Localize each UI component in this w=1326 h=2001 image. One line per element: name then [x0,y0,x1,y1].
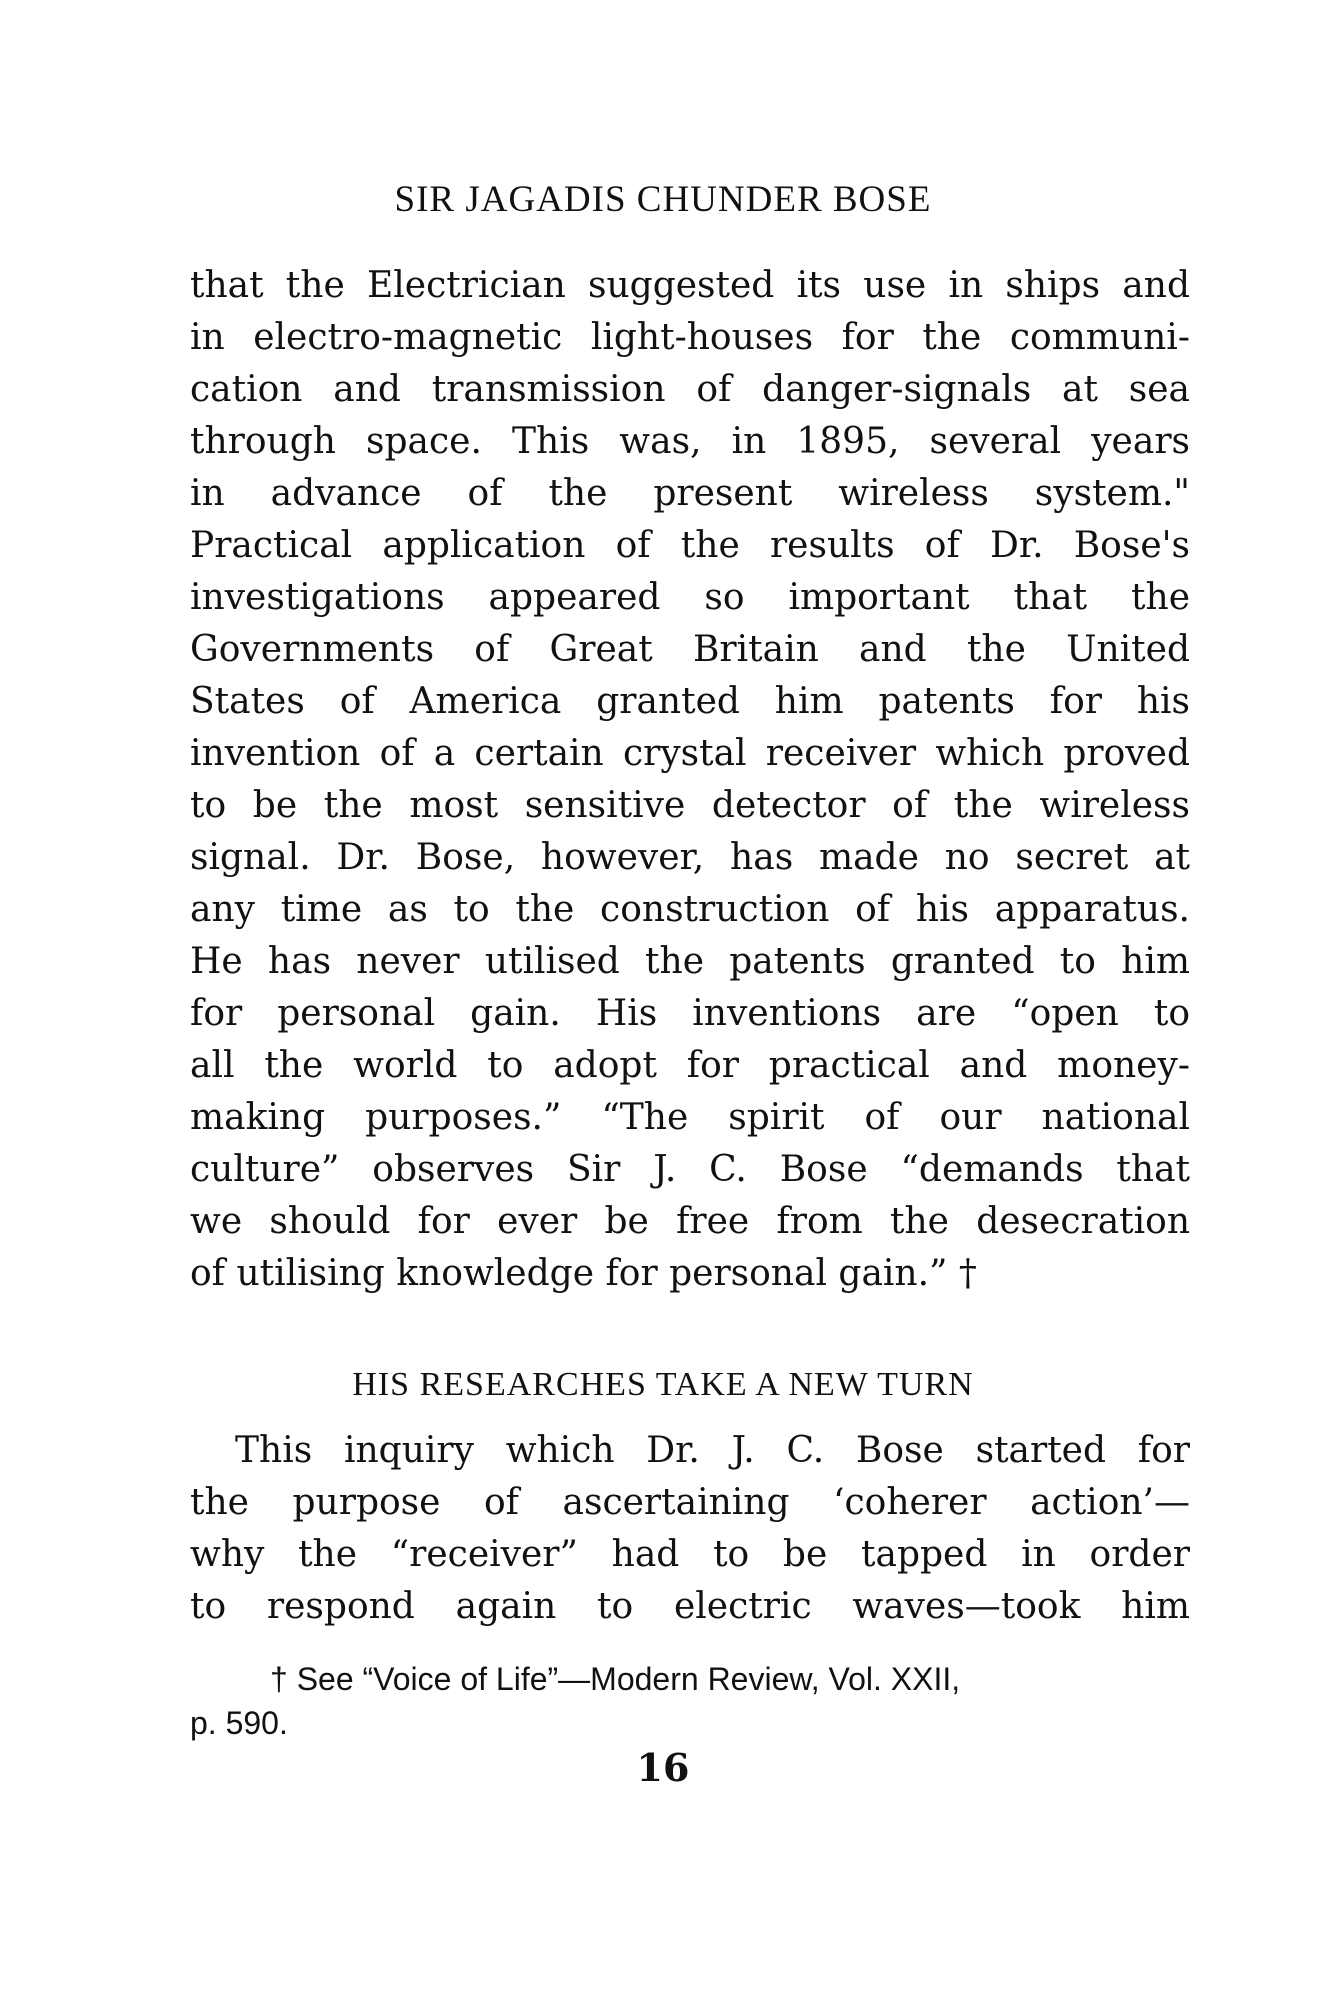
text-line: to respond again to electric waves—took him [190,1586,1190,1627]
text-line: cation and transmission of danger-signals at sea [190,369,1190,410]
text-line: Governments of Great Britain and the United [190,629,1190,670]
text-line: in advance of the present wireless system." [190,473,1190,514]
paragraph-1 [190,260,1190,1300]
footnote-line: † See “Voice of Life”—Modern Review, Vol. XXII, [270,1661,961,1697]
text-line: invention of a certain crystal receiver which proved [190,733,1190,774]
text-line: culture” observes Sir J. C. Bose “demands that [190,1149,1190,1190]
text-line-first [190,1425,1190,1477]
footnote-line: p. 590. [190,1705,288,1741]
text-line: we should for ever be free from the desecration [190,1201,1190,1242]
text-line: that the Electrician suggested its use in ships and [190,265,1190,306]
text-line: to be the most sensitive detector of the wireless [190,785,1190,826]
text-line: all the world to adopt for practical and money- [190,1045,1190,1086]
text-line: in electro-magnetic light-houses for the communi- [190,317,1190,358]
paragraph-2 [190,1425,1190,1633]
text-line: making purposes.” “The spirit of our national [190,1097,1190,1138]
text-line: for personal gain. His inventions are “open to [190,993,1190,1034]
text-line: through space. This was, in 1895, several years [190,421,1190,462]
text-line: any time as to the construction of his apparatus. [190,889,1190,930]
footnote [190,1657,1190,1745]
text-line: the purpose of ascertaining ‘coherer action’— [190,1482,1190,1523]
page-number: 16 [636,1745,690,1790]
text-line: why the “receiver” had to be tapped in order [190,1534,1190,1575]
section-heading: HIS RESEARCHES TAKE A NEW TURN [352,1366,974,1403]
running-head: SIR JAGADIS CHUNDER BOSE [394,179,932,220]
text-line: Practical application of the results of Dr. Bose's [190,525,1190,566]
text-line: investigations appeared so important that the [190,577,1190,618]
text-line: He has never utilised the patents granted to him [190,941,1190,982]
text-line: of utilising knowledge for personal gain.” † [190,1253,977,1294]
text-line-content: This inquiry which Dr. J. C. Bose started for [235,1430,1190,1471]
text-line: States of America granted him patents for his [190,681,1190,722]
text-line: signal. Dr. Bose, however, has made no secret at [190,837,1190,878]
